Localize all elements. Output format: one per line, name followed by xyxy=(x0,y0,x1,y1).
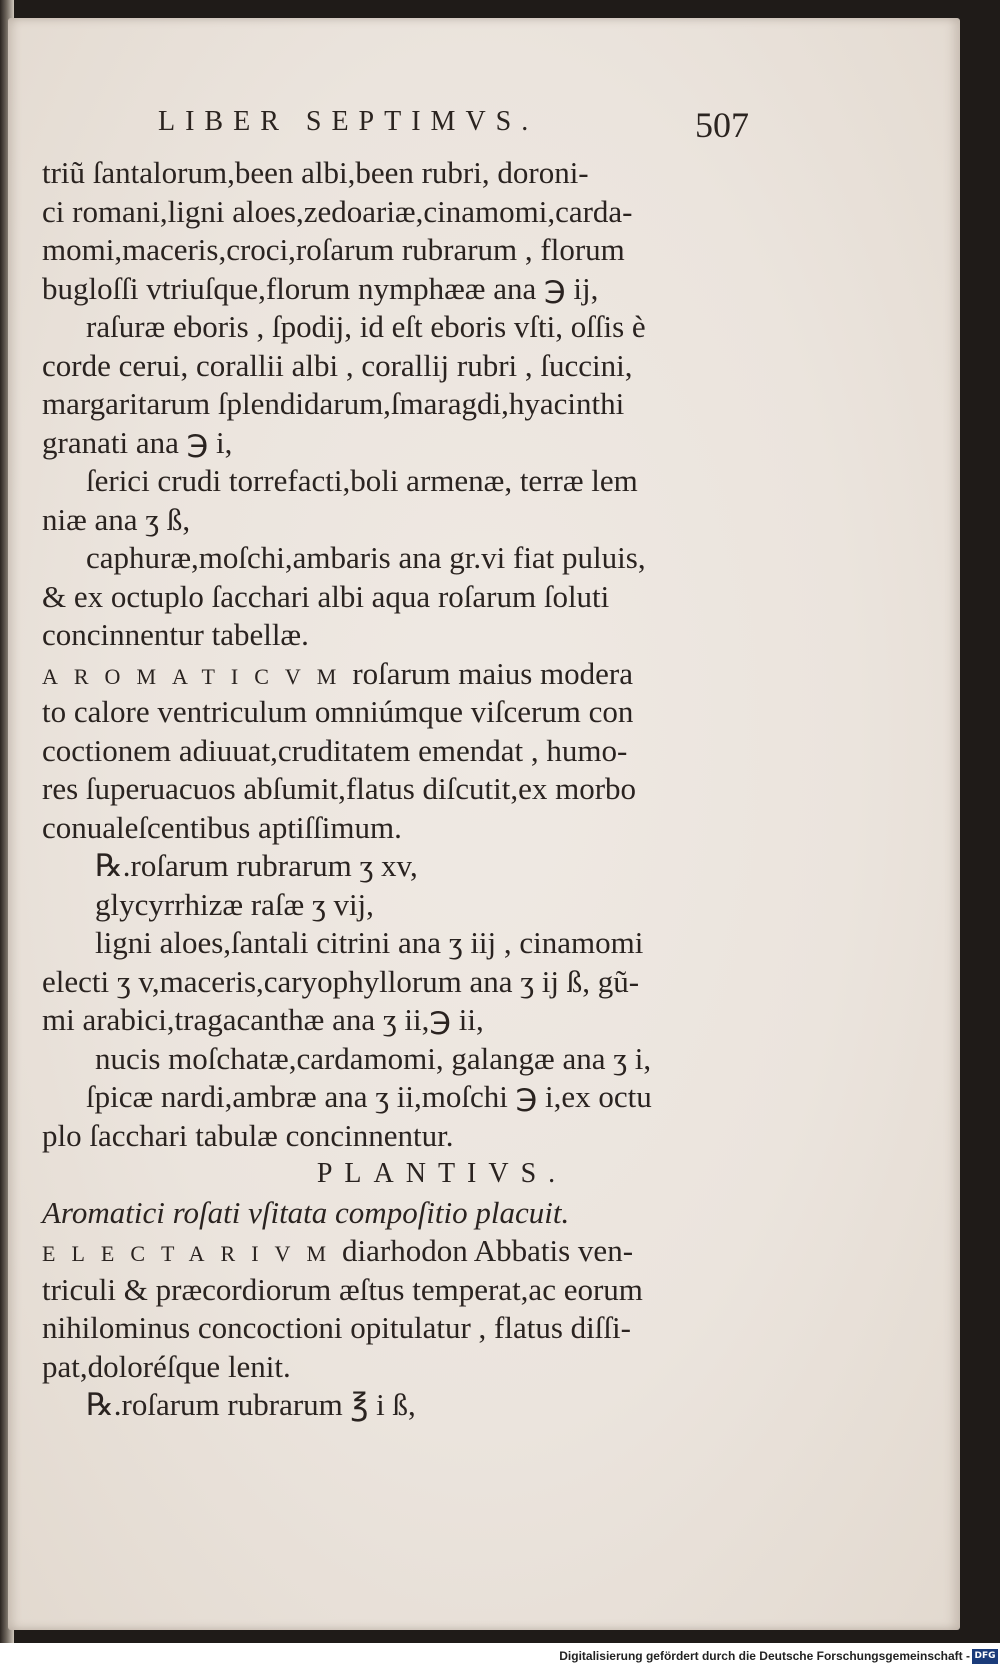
text-line: margaritarum ſplendidarum,ſmaragdi,hyacinthi xyxy=(42,386,625,421)
text-line: to calore ventriculum omniúmque viſcerum con xyxy=(42,694,634,729)
text-line: nucis moſchatæ,cardamomi, galangæ ana ʒ i, xyxy=(95,1040,652,1076)
text-line: caphuræ,moſchi,ambaris ana gr.vi fiat puluis, xyxy=(86,540,646,575)
text-line: & ex octuplo ſacchari albi aqua roſarum ſoluti xyxy=(42,578,610,614)
text-line: electi ʒ v,maceris,caryophyllorum ana ʒ ij ß, gũ- xyxy=(42,963,640,999)
text-line: ℞.roſarum rubrarum ℥ i ß, xyxy=(86,1387,416,1422)
text-line: pat,doloréſque lenit. xyxy=(42,1348,291,1384)
text-fragment: roſarum maius modera xyxy=(352,655,633,691)
digitization-credit: Digitalisierung gefördert durch die Deutsche Forschungsgemeinschaft - xyxy=(559,1649,970,1663)
text-line: raſuræ eboris , ſpodij, id eſt eboris vſti, oſſis è xyxy=(86,309,646,344)
text-line: granati ana ℈ i, xyxy=(42,424,233,460)
text-line: nihilominus concoctioni opitulatur , flatus diſſi- xyxy=(42,1310,631,1345)
text-line: bugloſſi vtriuſque,florum nymphææ ana ℈ ij, xyxy=(42,270,599,306)
smallcaps-aromaticum: AROMATICVM xyxy=(42,663,353,689)
text-line: ſpicæ nardi,ambræ ana ʒ ii,moſchi ℈ i,ex octu xyxy=(86,1079,652,1114)
smallcaps-electarium: ELECTARIVM xyxy=(42,1241,343,1266)
text-line: ſerici crudi torrefacti,boli armenæ, terræ lem xyxy=(86,463,638,498)
text-line-aromaticum xyxy=(42,655,762,694)
text-line: coctionem adiuuat,cruditatem emendat , humo- xyxy=(42,732,628,768)
text-line: corde cerui, corallii albi , corallij rubri , ſuccini, xyxy=(42,347,633,383)
text-line: concinnentur tabellæ. xyxy=(42,617,309,652)
book-page xyxy=(8,18,960,1630)
footer-bar xyxy=(0,1643,1000,1670)
text-line: triũ ſantalorum,been albi,been rubri, doroni- xyxy=(42,155,589,190)
text-line: plo ſacchari tabulæ concinnentur. xyxy=(42,1117,454,1153)
text-line: res ſuperuacuos abſumit,flatus diſcutit,ex morbo xyxy=(42,771,637,806)
text-line: triculi & præcordiorum æſtus temperat,ac eorum xyxy=(42,1271,643,1307)
italic-note: Aromatici roſati vſitata compoſitio placuit. xyxy=(42,1194,570,1230)
section-heading-plantius: PLANTIVS. xyxy=(316,1158,568,1189)
text-line: ligni aloes,ſantali citrini ana ʒ iij , cinamomi xyxy=(95,925,644,960)
text-line: mi arabici,tragacanthæ ana ʒ ii,℈ ii, xyxy=(42,1002,484,1037)
running-head: LIBER SEPTIMVS. xyxy=(158,106,539,137)
text-line: ℞.roſarum rubrarum ʒ xv, xyxy=(95,848,418,883)
text-line: niæ ana ʒ ß, xyxy=(42,501,191,537)
page-number: 507 xyxy=(695,105,749,145)
text-line: ci romani,ligni aloes,zedoariæ,cinamomi,carda- xyxy=(42,193,633,229)
body-text xyxy=(42,154,762,1425)
text-line: conualeſcentibus aptiſſimum. xyxy=(42,809,402,845)
text-fragment: diarhodon Abbatis ven- xyxy=(342,1233,634,1268)
dfg-logo: DFG xyxy=(972,1649,998,1664)
text-line-electarium xyxy=(42,1232,762,1271)
text-line: glycyrrhizæ raſæ ʒ vij, xyxy=(95,886,374,922)
text-line: momi,maceris,croci,roſarum rubrarum , florum xyxy=(42,232,625,267)
